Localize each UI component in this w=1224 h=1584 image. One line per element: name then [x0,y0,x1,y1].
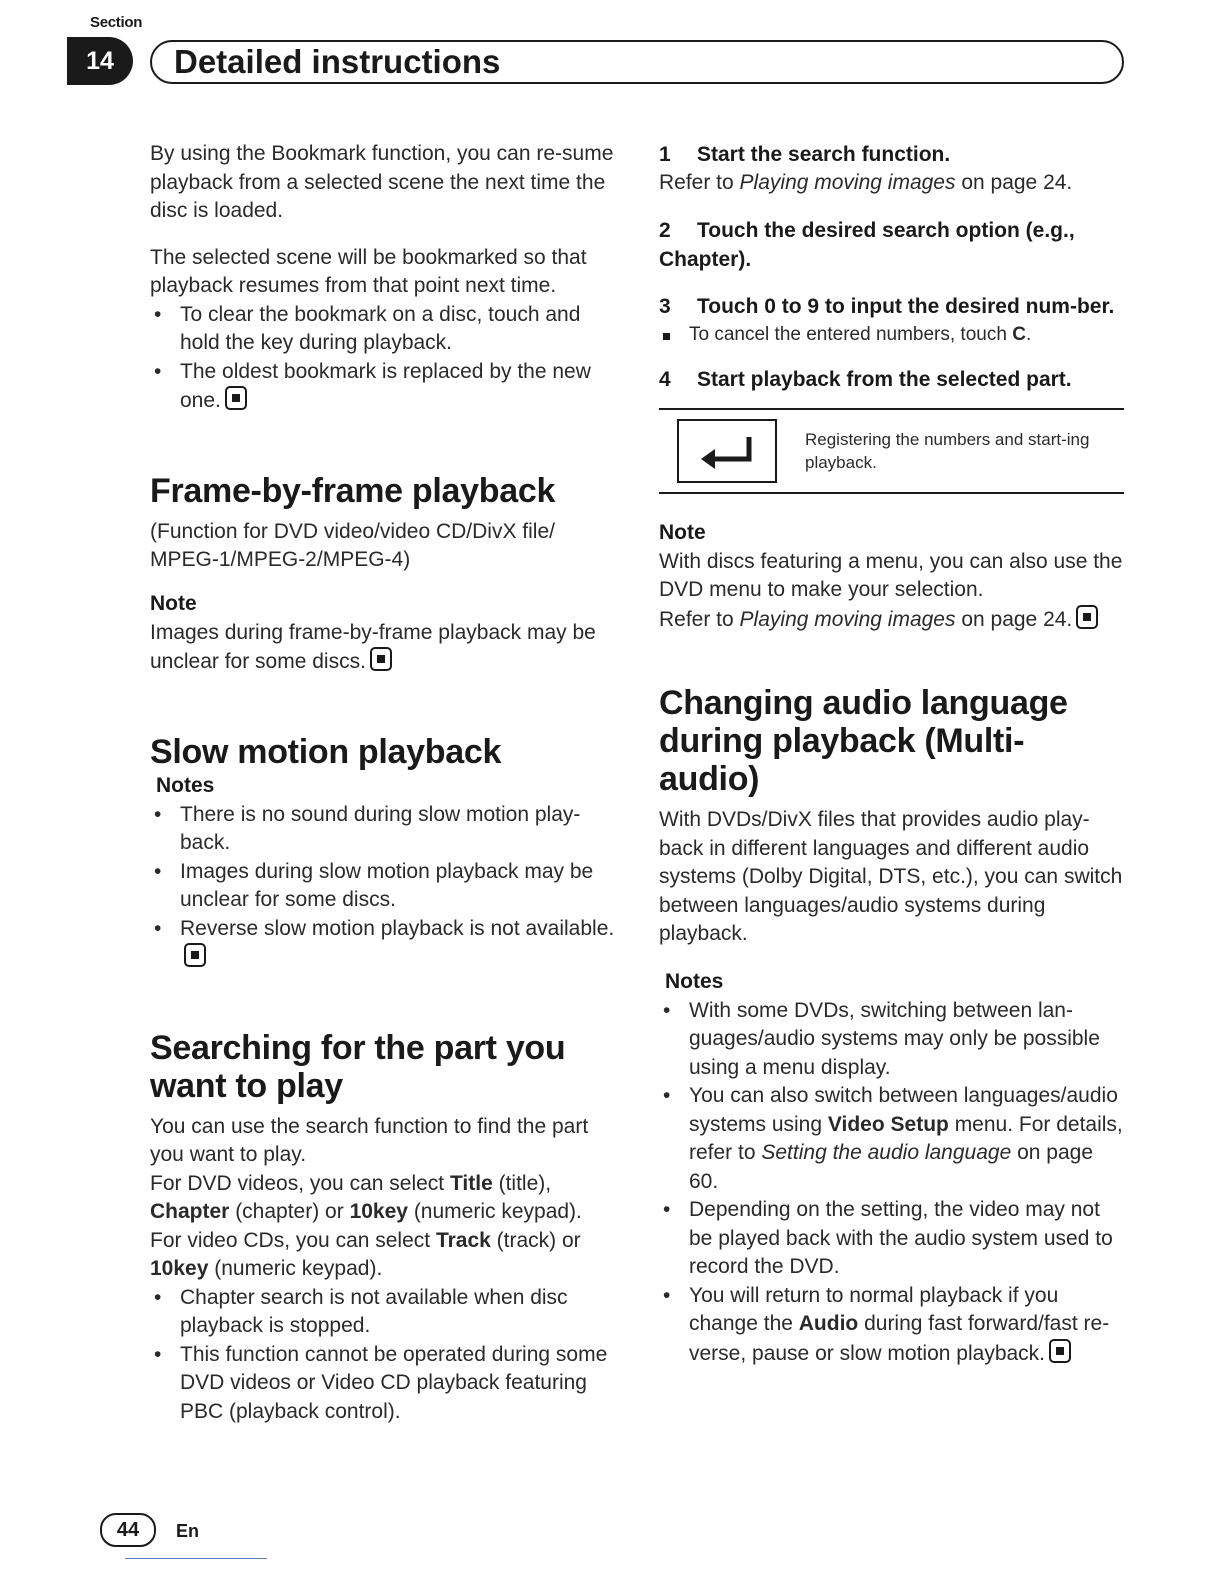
language-code: En [176,1521,200,1541]
slow-motion-bullets [150,801,620,973]
search-note-heading: Note [659,520,706,544]
enter-key-icon [677,419,777,483]
footer-rule [125,1558,267,1559]
list-item: • With some DVDs, switching between lan-guages/audio systems may only be possible using a menu display. [659,997,1124,1083]
bookmark-bullets [150,301,620,416]
end-mark-icon [225,386,247,410]
frame-by-frame-heading: Frame-by-frame playback [150,471,556,510]
step-3: 3 Touch 0 to 9 to input the desired num-ber. [659,294,1115,318]
slow-notes-heading: Notes [156,773,215,797]
step-3-bullets [659,321,1124,349]
step-4: 4 Start playback from the selected part. [659,367,1072,391]
frame-note-text: Images during frame-by-frame playback may be unclear for some discs. [150,620,596,673]
search-dvd-options: For DVD videos, you can select Title (title), Chapter (chapter) or 10key (numeric keypad). [150,1171,582,1223]
audio-notes-heading: Notes [665,969,724,993]
list-item: • Chapter search is not available when disc playback is stopped. [150,1284,620,1341]
right-column [659,140,1124,1368]
step-1-reference: Refer to Playing moving images on page 24. [659,171,1073,194]
left-column [150,140,620,1426]
list-item: • To clear the bookmark on a disc, touch and hold the key during playback. [150,301,620,358]
list-item: • Depending on the setting, the video may not be played back with the audio system used to record the DVD. [659,1196,1124,1282]
page-title: Detailed instructions [174,43,501,80]
page-number: 44 [100,1513,156,1547]
search-bullets [150,1284,620,1427]
search-note-text: With discs featuring a menu, you can also use the DVD menu to make your selection. [659,549,1123,601]
end-mark-icon [184,943,206,967]
bookmark-detail: The selected scene will be bookmarked so that playback resumes from that point next time. [150,245,587,297]
enter-arrow-icon [695,433,759,469]
list-item: To cancel the entered numbers, touch C. [659,321,1124,349]
audio-language-intro: With DVDs/DivX files that provides audio play-back in different languages and different audio systems (Dolby Digital, DTS, etc.), you can switch between languages/audio systems during playback. [659,808,1123,945]
step-1: 1 Start the search function. [659,143,951,166]
list-item: • There is no sound during slow motion play-back. [150,801,620,858]
list-item: • Images during slow motion playback may be unclear for some discs. [150,858,620,915]
search-heading: Searching for the part you want to play [150,1028,566,1105]
search-note-reference: Refer to Playing moving images on page 24. [659,605,1124,635]
list-item: • Reverse slow motion playback is not available. [150,915,620,973]
step-2: 2 Touch the desired search option (e.g., Chapter). [659,218,1075,271]
search-intro: You can use the search function to find the part you want to play. [150,1114,589,1166]
bookmark-intro: By using the Bookmark function, you can re-sume playback from a selected scene the next time the disc is loaded. [150,142,614,222]
list-item: • You will return to normal playback if you change the Audio during fast forward/fast re-verse, pause or slow motion playback. [659,1282,1124,1369]
section-label: Section [90,14,143,31]
audio-language-heading: Changing audio language during playback (Multi-audio) [659,684,1068,798]
end-mark-icon [1049,1339,1071,1363]
list-item: • The oldest bookmark is replaced by the new one. [150,358,620,416]
search-vcd-options: For video CDs, you can select Track (track) or 10key (numeric keypad). [150,1228,581,1280]
frame-by-frame-subtitle: (Function for DVD video/video CD/DivX file/ MPEG-1/MPEG-2/MPEG-4) [150,519,555,571]
frame-note-heading: Note [150,591,197,615]
end-mark-icon [370,647,392,671]
slow-motion-heading: Slow motion playback [150,732,502,771]
enter-key-description: Registering the numbers and start-ing playback. [805,429,1090,472]
section-number-badge: 14 [67,37,133,85]
list-item: • You can also switch between languages/audio systems using Video Setup menu. For details, refer to Setting the audio language on page 60. [659,1082,1124,1196]
end-mark-icon [1076,605,1098,629]
list-item: • This function cannot be operated during some DVD videos or Video CD playback featuring PBC (playback control). [150,1341,620,1427]
key-description-table [659,408,1124,494]
audio-notes-bullets [659,997,1124,1369]
